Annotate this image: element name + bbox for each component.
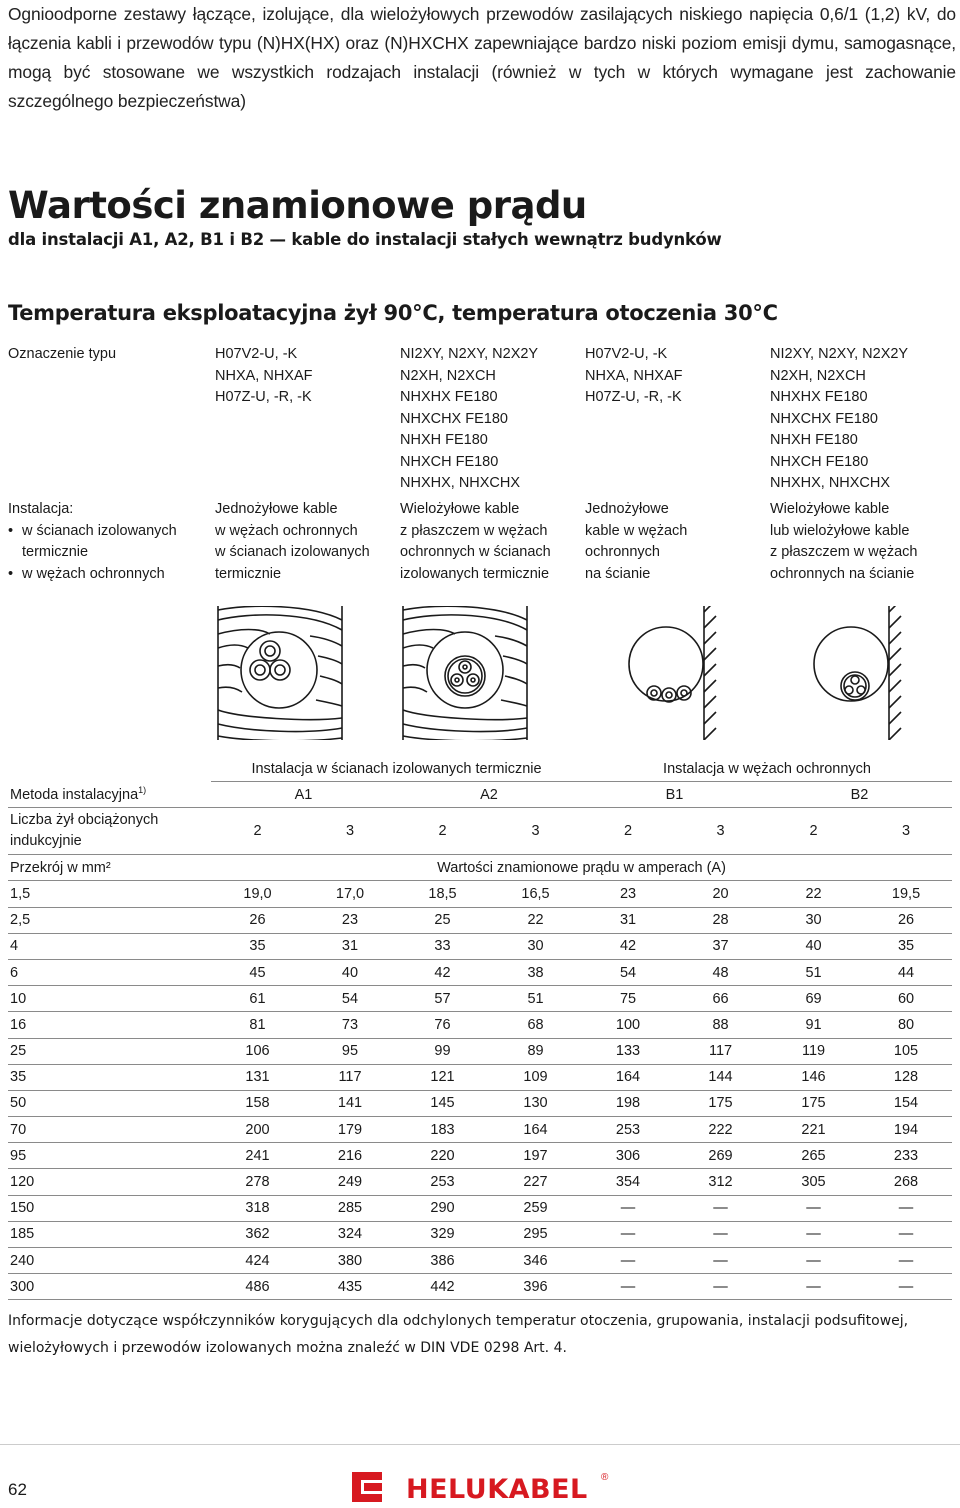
install-bullet-continuation: termicznie	[22, 544, 89, 560]
cores-row	[8, 808, 952, 855]
table-row	[8, 907, 952, 933]
current-value-cell: —	[674, 1221, 767, 1247]
install-label: Instalacja:	[8, 501, 74, 517]
description-line: Wielożyłowe kable	[400, 501, 520, 517]
types-column-4	[770, 344, 908, 495]
current-value-cell: —	[767, 1274, 860, 1300]
cross-section-cell: 120	[8, 1169, 211, 1195]
current-value-cell: 23	[582, 881, 674, 907]
cores-cell: 3	[489, 808, 582, 855]
current-value-cell: 265	[767, 1143, 860, 1169]
current-value-cell: 117	[674, 1038, 767, 1064]
type-line: NHXA, NHXAF	[215, 367, 313, 384]
table-row	[8, 1221, 952, 1247]
current-value-cell: 89	[489, 1038, 582, 1064]
current-value-cell: 109	[489, 1064, 582, 1090]
method-a2: A2	[396, 782, 582, 808]
current-value-cell: —	[674, 1274, 767, 1300]
current-value-cell: 253	[396, 1169, 489, 1195]
brand-name: HELUKABEL	[406, 1474, 588, 1505]
current-value-cell: 380	[304, 1248, 396, 1274]
current-value-cell: 19,5	[860, 881, 952, 907]
current-value-cell: 61	[211, 986, 304, 1012]
current-value-cell: 324	[304, 1221, 396, 1247]
current-value-cell: 312	[674, 1169, 767, 1195]
table-row	[8, 1038, 952, 1064]
table-row	[8, 1090, 952, 1116]
current-value-cell: 144	[674, 1064, 767, 1090]
table-row	[8, 959, 952, 985]
current-value-cell: 233	[860, 1143, 952, 1169]
current-value-cell: 442	[396, 1274, 489, 1300]
cores-cell: 2	[767, 808, 860, 855]
cross-section-cell: 70	[8, 1117, 211, 1143]
current-value-cell: 44	[860, 959, 952, 985]
cross-section-cell: 35	[8, 1064, 211, 1090]
current-value-cell: 68	[489, 1012, 582, 1038]
current-value-cell: 19,0	[211, 881, 304, 907]
current-value-cell: 95	[304, 1038, 396, 1064]
description-line: w ścianach izolowanych	[215, 544, 370, 560]
type-line: NHXCH FE180	[770, 453, 869, 470]
current-value-cell: 194	[860, 1117, 952, 1143]
current-value-cell: 99	[396, 1038, 489, 1064]
current-value-cell: 31	[304, 933, 396, 959]
table-row	[8, 881, 952, 907]
rated-current-table	[8, 757, 952, 1300]
type-line: H07V2-U, -K	[215, 346, 298, 362]
current-value-cell: 305	[767, 1169, 860, 1195]
current-value-cell: 23	[304, 907, 396, 933]
install-label-column	[8, 499, 177, 585]
current-value-cell: 60	[860, 986, 952, 1012]
current-value-cell: 51	[489, 986, 582, 1012]
cross-section-cell: 10	[8, 986, 211, 1012]
current-value-cell: 164	[489, 1117, 582, 1143]
current-value-cell: 128	[860, 1064, 952, 1090]
current-value-cell: 105	[860, 1038, 952, 1064]
cores-cell: 2	[211, 808, 304, 855]
page-number: 62	[8, 1480, 27, 1499]
current-value-cell: 227	[489, 1169, 582, 1195]
current-value-cell: 285	[304, 1195, 396, 1221]
current-value-cell: 37	[674, 933, 767, 959]
illustration-b2-on-wall	[765, 606, 905, 740]
current-value-cell: 220	[396, 1143, 489, 1169]
description-column-4	[770, 499, 917, 585]
cores-cell: 3	[304, 808, 396, 855]
illustration-b1-on-wall	[580, 606, 720, 740]
current-value-cell: 40	[304, 959, 396, 985]
current-value-cell: 141	[304, 1090, 396, 1116]
current-value-cell: 31	[582, 907, 674, 933]
table-row	[8, 933, 952, 959]
cores-cell: 2	[396, 808, 489, 855]
current-value-cell: 121	[396, 1064, 489, 1090]
blank-cell	[8, 757, 211, 782]
current-value-cell: 386	[396, 1248, 489, 1274]
table-row	[8, 1195, 952, 1221]
current-value-cell: 45	[211, 959, 304, 985]
current-value-cell: 76	[396, 1012, 489, 1038]
type-line: NI2XY, N2XY, N2X2Y	[400, 346, 539, 362]
current-value-cell: 318	[211, 1195, 304, 1221]
current-value-cell: 175	[674, 1090, 767, 1116]
current-value-cell: 133	[582, 1038, 674, 1064]
current-value-cell: 28	[674, 907, 767, 933]
current-value-cell: 435	[304, 1274, 396, 1300]
type-line: NHXCHX FE180	[770, 410, 878, 427]
bullet-icon: •	[8, 522, 14, 539]
values-header: Wartości znamionowe prądu w amperach (A)	[211, 855, 952, 881]
current-value-cell: 249	[304, 1169, 396, 1195]
current-value-cell: 269	[674, 1143, 767, 1169]
footer-rule	[0, 1444, 960, 1445]
cores-label: Liczba żył obciążonych indukcyjnie	[8, 808, 211, 855]
current-value-cell: 35	[860, 933, 952, 959]
current-value-cell: 73	[304, 1012, 396, 1038]
temperature-heading: Temperatura eksploatacyjna żył 90°C, temperatura otoczenia 30°C	[8, 301, 778, 325]
type-line: NHXHX FE180	[770, 389, 868, 405]
current-value-cell: —	[860, 1195, 952, 1221]
group-header-row	[8, 757, 952, 782]
current-value-cell: 22	[767, 881, 860, 907]
type-line: H07Z-U, -R, -K	[585, 389, 682, 405]
description-column-1	[215, 499, 370, 585]
table-row	[8, 1248, 952, 1274]
table-row	[8, 1012, 952, 1038]
description-line: z płaszczem w wężach	[770, 544, 918, 560]
install-bullet: • w ścianach izolowanych	[8, 521, 177, 543]
current-value-cell: —	[767, 1221, 860, 1247]
type-line: N2XH, N2XCH	[770, 367, 866, 384]
cross-section-cell: 300	[8, 1274, 211, 1300]
description-line: kable w wężach	[585, 522, 688, 539]
type-line: NHXA, NHXAF	[585, 367, 683, 384]
table-row	[8, 986, 952, 1012]
current-value-cell: 119	[767, 1038, 860, 1064]
current-value-cell: 40	[767, 933, 860, 959]
type-label-column	[8, 344, 116, 366]
type-line: NHXCH FE180	[400, 453, 499, 470]
current-value-cell: 197	[489, 1143, 582, 1169]
current-value-cell: —	[582, 1195, 674, 1221]
type-line: NHXHX FE180	[400, 389, 498, 405]
current-value-cell: —	[674, 1248, 767, 1274]
table-body	[8, 881, 952, 1300]
current-value-cell: —	[767, 1195, 860, 1221]
current-value-cell: 329	[396, 1221, 489, 1247]
table-row	[8, 1274, 952, 1300]
current-value-cell: 216	[304, 1143, 396, 1169]
current-value-cell: —	[860, 1221, 952, 1247]
description-line: ochronnych na ścianie	[770, 565, 915, 582]
bullet-icon: •	[8, 565, 14, 582]
cores-cell: 2	[582, 808, 674, 855]
current-value-cell: 131	[211, 1064, 304, 1090]
current-value-cell: 88	[674, 1012, 767, 1038]
description-column-3	[585, 499, 687, 585]
current-value-cell: 22	[489, 907, 582, 933]
method-label: Metoda instalacyjna$^{1)}$	[8, 782, 211, 808]
current-value-cell: 35	[211, 933, 304, 959]
method-row	[8, 782, 952, 808]
type-line: NHXH FE180	[400, 432, 488, 448]
table-row	[8, 1117, 952, 1143]
current-value-cell: 154	[860, 1090, 952, 1116]
current-value-cell: 290	[396, 1195, 489, 1221]
current-value-cell: 26	[211, 907, 304, 933]
current-value-cell: —	[860, 1248, 952, 1274]
brand-registered-mark: ®	[601, 1472, 609, 1483]
current-value-cell: 100	[582, 1012, 674, 1038]
current-value-cell: 295	[489, 1221, 582, 1247]
current-value-cell: 25	[396, 907, 489, 933]
current-value-cell: 362	[211, 1221, 304, 1247]
current-value-cell: 146	[767, 1064, 860, 1090]
description-line: ochronnych w ścianach	[400, 544, 551, 560]
description-line: izolowanych termicznie	[400, 565, 550, 582]
current-value-cell: —	[767, 1248, 860, 1274]
current-value-cell: —	[582, 1274, 674, 1300]
current-value-cell: 175	[767, 1090, 860, 1116]
section-label: Przekrój w mm²	[8, 855, 211, 881]
page-title: Wartości znamionowe prądu	[8, 184, 587, 227]
cross-section-cell: 6	[8, 959, 211, 985]
table-row	[8, 1064, 952, 1090]
cross-section-cell: 50	[8, 1090, 211, 1116]
current-value-cell: 91	[767, 1012, 860, 1038]
group-header-conduit: Instalacja w wężach ochronnych	[582, 757, 952, 782]
current-value-cell: 221	[767, 1117, 860, 1143]
current-value-cell: 30	[767, 907, 860, 933]
illustration-a2-insulated-wall	[395, 606, 535, 740]
type-label: Oznaczenie typu	[8, 346, 117, 362]
current-value-cell: —	[860, 1274, 952, 1300]
current-value-cell: 145	[396, 1090, 489, 1116]
description-line: ochronnych	[585, 544, 660, 560]
current-value-cell: 106	[211, 1038, 304, 1064]
illustration-a1-insulated-wall	[210, 606, 350, 740]
current-value-cell: 18,5	[396, 881, 489, 907]
current-value-cell: 130	[489, 1090, 582, 1116]
current-value-cell: 158	[211, 1090, 304, 1116]
current-value-cell: 51	[767, 959, 860, 985]
cross-section-cell: 16	[8, 1012, 211, 1038]
type-line: NHXH FE180	[770, 432, 858, 448]
types-column-3	[585, 344, 683, 409]
description-line: Jednożyłowe	[585, 501, 669, 517]
cross-section-cell: 150	[8, 1195, 211, 1221]
current-value-cell: 81	[211, 1012, 304, 1038]
current-value-cell: 54	[582, 959, 674, 985]
current-value-cell: 354	[582, 1169, 674, 1195]
cores-cell: 3	[674, 808, 767, 855]
current-value-cell: 80	[860, 1012, 952, 1038]
method-b1: B1	[582, 782, 767, 808]
current-value-cell: 346	[489, 1248, 582, 1274]
current-value-cell: 42	[396, 959, 489, 985]
current-value-cell: —	[674, 1195, 767, 1221]
current-value-cell: 198	[582, 1090, 674, 1116]
current-value-cell: 424	[211, 1248, 304, 1274]
description-line: z płaszczem w wężach	[400, 522, 548, 539]
current-value-cell: 200	[211, 1117, 304, 1143]
current-value-cell: 26	[860, 907, 952, 933]
table-row	[8, 1169, 952, 1195]
description-line: Jednożyłowe kable	[215, 501, 338, 517]
type-line: NHXHX, NHXCHX	[400, 475, 521, 491]
current-value-cell: 66	[674, 986, 767, 1012]
current-value-cell: 16,5	[489, 881, 582, 907]
method-a1: A1	[211, 782, 396, 808]
description-line: na ścianie	[585, 565, 651, 582]
current-value-cell: —	[582, 1248, 674, 1274]
current-value-cell: 306	[582, 1143, 674, 1169]
cross-section-cell: 240	[8, 1248, 211, 1274]
intro-paragraph: Ognioodporne zestawy łączące, izolujące, dla wielożyłowych przewodów zasilających niskiego napięcia 0,6/1 (1,2) kV, do łączenia kabli i przewodów typu (N)HX(HX) oraz (N)HXCHX zapewniające bardzo niski poziom emisji dymu, samogasnące, mogą być stosowane we wszystkich rodzajach instalacji (również w tych w których wymagane jest zachowanie szczególnego bezpieczeństwa)	[8, 4, 956, 111]
current-value-cell: 75	[582, 986, 674, 1012]
page-subtitle: dla instalacji A1, A2, B1 i B2 — kable do instalacji stałych wewnątrz budynków	[8, 230, 722, 249]
table-row	[8, 1143, 952, 1169]
description-line: termicznie	[215, 565, 282, 582]
cores-cell: 3	[860, 808, 952, 855]
current-value-cell: —	[582, 1221, 674, 1247]
section-header-row	[8, 855, 952, 881]
current-value-cell: 30	[489, 933, 582, 959]
current-value-cell: 20	[674, 881, 767, 907]
current-value-cell: 396	[489, 1274, 582, 1300]
rated-current-table-grid	[8, 757, 952, 1300]
description-line: Wielożyłowe kable	[770, 501, 890, 517]
current-value-cell: 69	[767, 986, 860, 1012]
type-line: NI2XY, N2XY, N2X2Y	[770, 346, 909, 362]
cross-section-cell: 95	[8, 1143, 211, 1169]
cross-section-cell: 1,5	[8, 881, 211, 907]
types-column-2	[400, 344, 538, 495]
current-value-cell: 17,0	[304, 881, 396, 907]
current-value-cell: 54	[304, 986, 396, 1012]
current-value-cell: 241	[211, 1143, 304, 1169]
current-value-cell: 57	[396, 986, 489, 1012]
current-value-cell: 117	[304, 1064, 396, 1090]
group-header-insulated-wall: Instalacja w ścianach izolowanych termicznie	[211, 757, 582, 782]
current-value-cell: 33	[396, 933, 489, 959]
cross-section-cell: 4	[8, 933, 211, 959]
current-value-cell: 222	[674, 1117, 767, 1143]
type-line: H07V2-U, -K	[585, 346, 668, 362]
type-line: H07Z-U, -R, -K	[215, 389, 312, 405]
type-line: NHXCHX FE180	[400, 410, 508, 427]
method-b2: B2	[767, 782, 952, 808]
current-value-cell: 259	[489, 1195, 582, 1221]
type-line: NHXHX, NHXCHX	[770, 475, 891, 491]
current-value-cell: 278	[211, 1169, 304, 1195]
types-column-1	[215, 344, 313, 409]
type-line: N2XH, N2XCH	[400, 367, 496, 384]
description-line: w wężach ochronnych	[215, 522, 358, 539]
current-value-cell: 38	[489, 959, 582, 985]
current-value-cell: 48	[674, 959, 767, 985]
cross-section-cell: 25	[8, 1038, 211, 1064]
current-value-cell: 268	[860, 1169, 952, 1195]
current-value-cell: 253	[582, 1117, 674, 1143]
cross-section-cell: 2,5	[8, 907, 211, 933]
install-bullet: • w wężach ochronnych	[8, 564, 177, 586]
footnote: Informacje dotyczące współczynników korygujących dla odchylonych temperatur otoczenia, grupowania, instalacji podsufitowej, wielożyłowych i przewodów izolowanych można znaleźć w DIN VDE 0298 Art. 4.	[8, 1313, 909, 1356]
description-column-2	[400, 499, 551, 585]
cross-section-cell: 185	[8, 1221, 211, 1247]
current-value-cell: 42	[582, 933, 674, 959]
current-value-cell: 183	[396, 1117, 489, 1143]
current-value-cell: 179	[304, 1117, 396, 1143]
current-value-cell: 164	[582, 1064, 674, 1090]
description-line: lub wielożyłowe kable	[770, 522, 910, 539]
current-value-cell: 486	[211, 1274, 304, 1300]
